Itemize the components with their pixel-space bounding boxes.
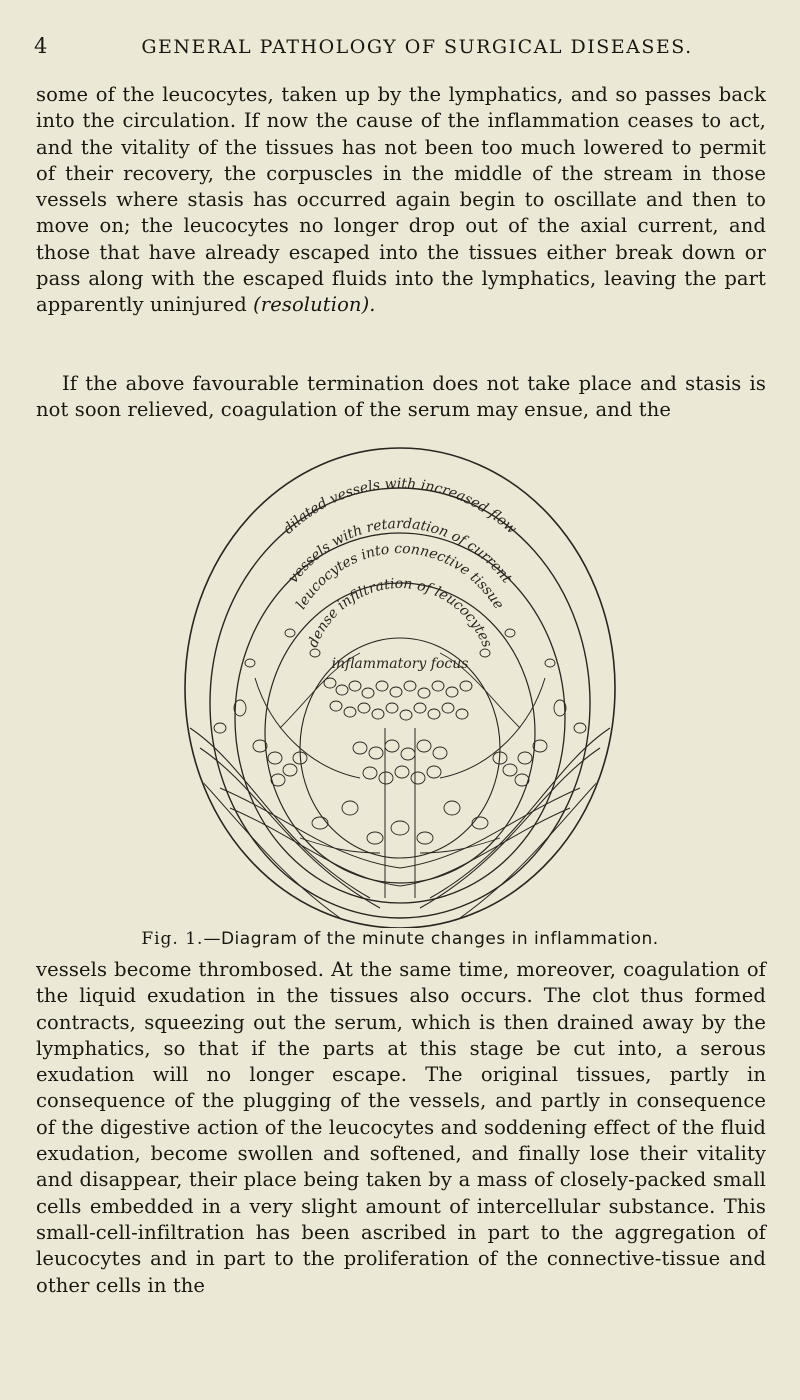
label-core: inflammatory focus	[331, 656, 469, 672]
inflammation-diagram	[160, 428, 640, 928]
paragraph-2: If the above favourable termination does not take place and stasis is not soon relieved, coagulation of the serum may ensue, and the	[36, 372, 766, 422]
figure-labels	[280, 476, 519, 672]
paragraph-3: vessels become thrombosed. At the same time, moreover, coagulation of the liquid exudation in the tissues also occurs. The clot thus formed contracts, squeezing out the serum, which is then drained away by the lymphatics, so that if the parts at this stage be cut into, a serous exudation will no longer escape. The original tissues, partly in consequence of the plugging of the vessels, and partly in consequence of the digestive action of the leucocytes and soddening effect of the fluid exudation, become swollen and softened, and finally lose their vitality and disappear, their place being taken by a mass of closely-packed small cells embedded in a very slight amount of intercellular substance. This small-cell-infiltration has been ascribed in part to the aggregation of leucocytes and in part to the proliferation of the connective-tissue and other cells in the	[36, 958, 766, 1297]
paragraph-1	[36, 82, 766, 319]
page-header	[34, 34, 760, 62]
paragraph-1-text: some of the leucocytes, taken up by the lymphatics, and so passes back into the circulation. If now the cause of the inflammation ceases to act, and the vitality of the tissues has not been too much lowered to permit of their recovery, the corpuscles in the middle of the stream in those vessels where stasis has occurred again begin to oscillate and then to move on; the leucocytes no longer drop out of the axial current, and those that have already escaped into the tissues either break down or pass along with the escaped fluids into the lymphatics, leaving the part apparently uninjured	[36, 83, 766, 317]
label-inner-zone: dense infiltration of leucocytes	[305, 575, 495, 650]
figure-diagram	[160, 428, 640, 928]
label-middle2-zone: leucocytes into connective tissue	[293, 541, 507, 613]
figure-caption	[0, 929, 800, 949]
figure-caption-text: —Diagram of the minute changes in inflammation.	[203, 929, 659, 949]
label-outer-zone: dilated vessels with increased flow	[280, 475, 520, 538]
figure-number: Fig. 1.	[141, 929, 204, 949]
inner-zone-outline	[265, 583, 535, 883]
running-title: GENERAL PATHOLOGY OF SURGICAL DISEASES.	[141, 36, 693, 58]
paragraph-1-italic: (resolution).	[253, 293, 376, 317]
page-number: 4	[34, 34, 48, 58]
label-middle-zone: vessels with retardation of current	[285, 516, 515, 587]
